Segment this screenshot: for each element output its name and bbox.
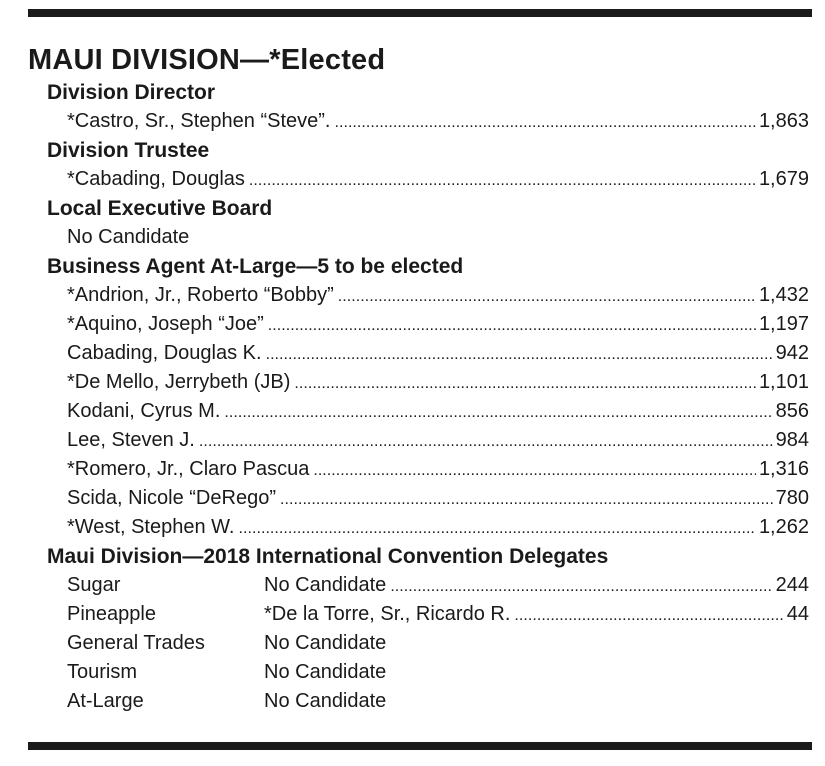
results-list — [47, 78, 809, 716]
candidate-row — [47, 426, 809, 455]
dot-leader — [268, 310, 756, 340]
section-heading-division-trustee: Division Trustee — [47, 139, 210, 162]
dot-leader — [199, 426, 773, 456]
dot-leader — [224, 397, 772, 427]
candidate-row — [47, 107, 809, 136]
bottom-rule — [28, 742, 812, 750]
dot-leader — [239, 513, 756, 543]
vote-count: 1,262 — [758, 516, 809, 538]
candidate-name: *Romero, Jr., Claro Pascua — [67, 458, 310, 480]
section-heading-local-executive-board: Local Executive Board — [47, 197, 273, 220]
candidate-row — [47, 339, 809, 368]
dot-leader — [334, 107, 755, 137]
candidate-row — [47, 455, 809, 484]
page-title: MAUI DIVISION—*Elected — [28, 44, 386, 76]
delegate-name: No Candidate — [264, 661, 387, 683]
candidate-name: *Castro, Sr., Stephen “Steve”. — [67, 110, 331, 132]
candidate-name: Scida, Nicole “DeRego” — [67, 487, 276, 509]
vote-count: 984 — [775, 429, 809, 451]
dot-leader — [338, 281, 756, 311]
vote-count: 1,197 — [758, 313, 809, 335]
delegate-row — [47, 571, 809, 600]
dot-leader — [294, 368, 756, 398]
delegate-row — [47, 600, 809, 629]
vote-count: 44 — [786, 603, 809, 625]
candidate-row — [47, 484, 809, 513]
vote-count: 1,679 — [758, 168, 809, 190]
dot-leader — [313, 455, 756, 485]
delegate-name: No Candidate — [264, 690, 387, 712]
candidate-name: Cabading, Douglas K. — [67, 342, 262, 364]
candidate-row — [47, 165, 809, 194]
candidate-row — [47, 397, 809, 426]
delegate-category: Pineapple — [67, 603, 156, 625]
dot-leader — [280, 484, 773, 514]
delegate-category: General Trades — [67, 632, 205, 654]
section-heading-convention-delegates: Maui Division—2018 International Convention Delegates — [47, 545, 609, 568]
candidate-name: *De Mello, Jerrybeth (JB) — [67, 371, 291, 393]
vote-count: 780 — [775, 487, 809, 509]
vote-count: 856 — [775, 400, 809, 422]
candidate-name: Kodani, Cyrus M. — [67, 400, 221, 422]
vote-count: 1,316 — [758, 458, 809, 480]
candidate-row — [47, 513, 809, 542]
candidate-name: *West, Stephen W. — [67, 516, 235, 538]
vote-count: 1,863 — [758, 110, 809, 132]
section-heading-business-agent: Business Agent At-Large—5 to be elected — [47, 255, 464, 278]
dot-leader — [249, 165, 756, 195]
vote-count: 1,101 — [758, 371, 809, 393]
delegate-name: No Candidate — [264, 574, 387, 596]
dot-leader — [266, 339, 773, 369]
vote-count: 942 — [775, 342, 809, 364]
vote-count: 1,432 — [758, 284, 809, 306]
delegate-category: At-Large — [67, 690, 144, 712]
delegate-row — [47, 629, 809, 658]
candidate-name: Lee, Steven J. — [67, 429, 195, 451]
delegate-row — [47, 687, 809, 716]
no-candidate-row — [47, 223, 809, 252]
vote-count: 244 — [775, 574, 809, 596]
dot-leader — [390, 571, 772, 601]
candidate-name: *Cabading, Douglas — [67, 168, 245, 190]
candidate-row — [47, 310, 809, 339]
dot-leader — [514, 600, 783, 630]
top-rule — [28, 9, 812, 17]
candidate-row — [47, 368, 809, 397]
delegate-category: Sugar — [67, 574, 121, 596]
candidate-row — [47, 281, 809, 310]
delegate-name: No Candidate — [264, 632, 387, 654]
no-candidate-text: No Candidate — [67, 226, 190, 248]
delegate-row — [47, 658, 809, 687]
delegate-category: Tourism — [67, 661, 138, 683]
candidate-name: *Andrion, Jr., Roberto “Bobby” — [67, 284, 334, 306]
delegate-name: *De la Torre, Sr., Ricardo R. — [264, 603, 511, 625]
candidate-name: *Aquino, Joseph “Joe” — [67, 313, 264, 335]
section-heading-division-director: Division Director — [47, 81, 216, 104]
